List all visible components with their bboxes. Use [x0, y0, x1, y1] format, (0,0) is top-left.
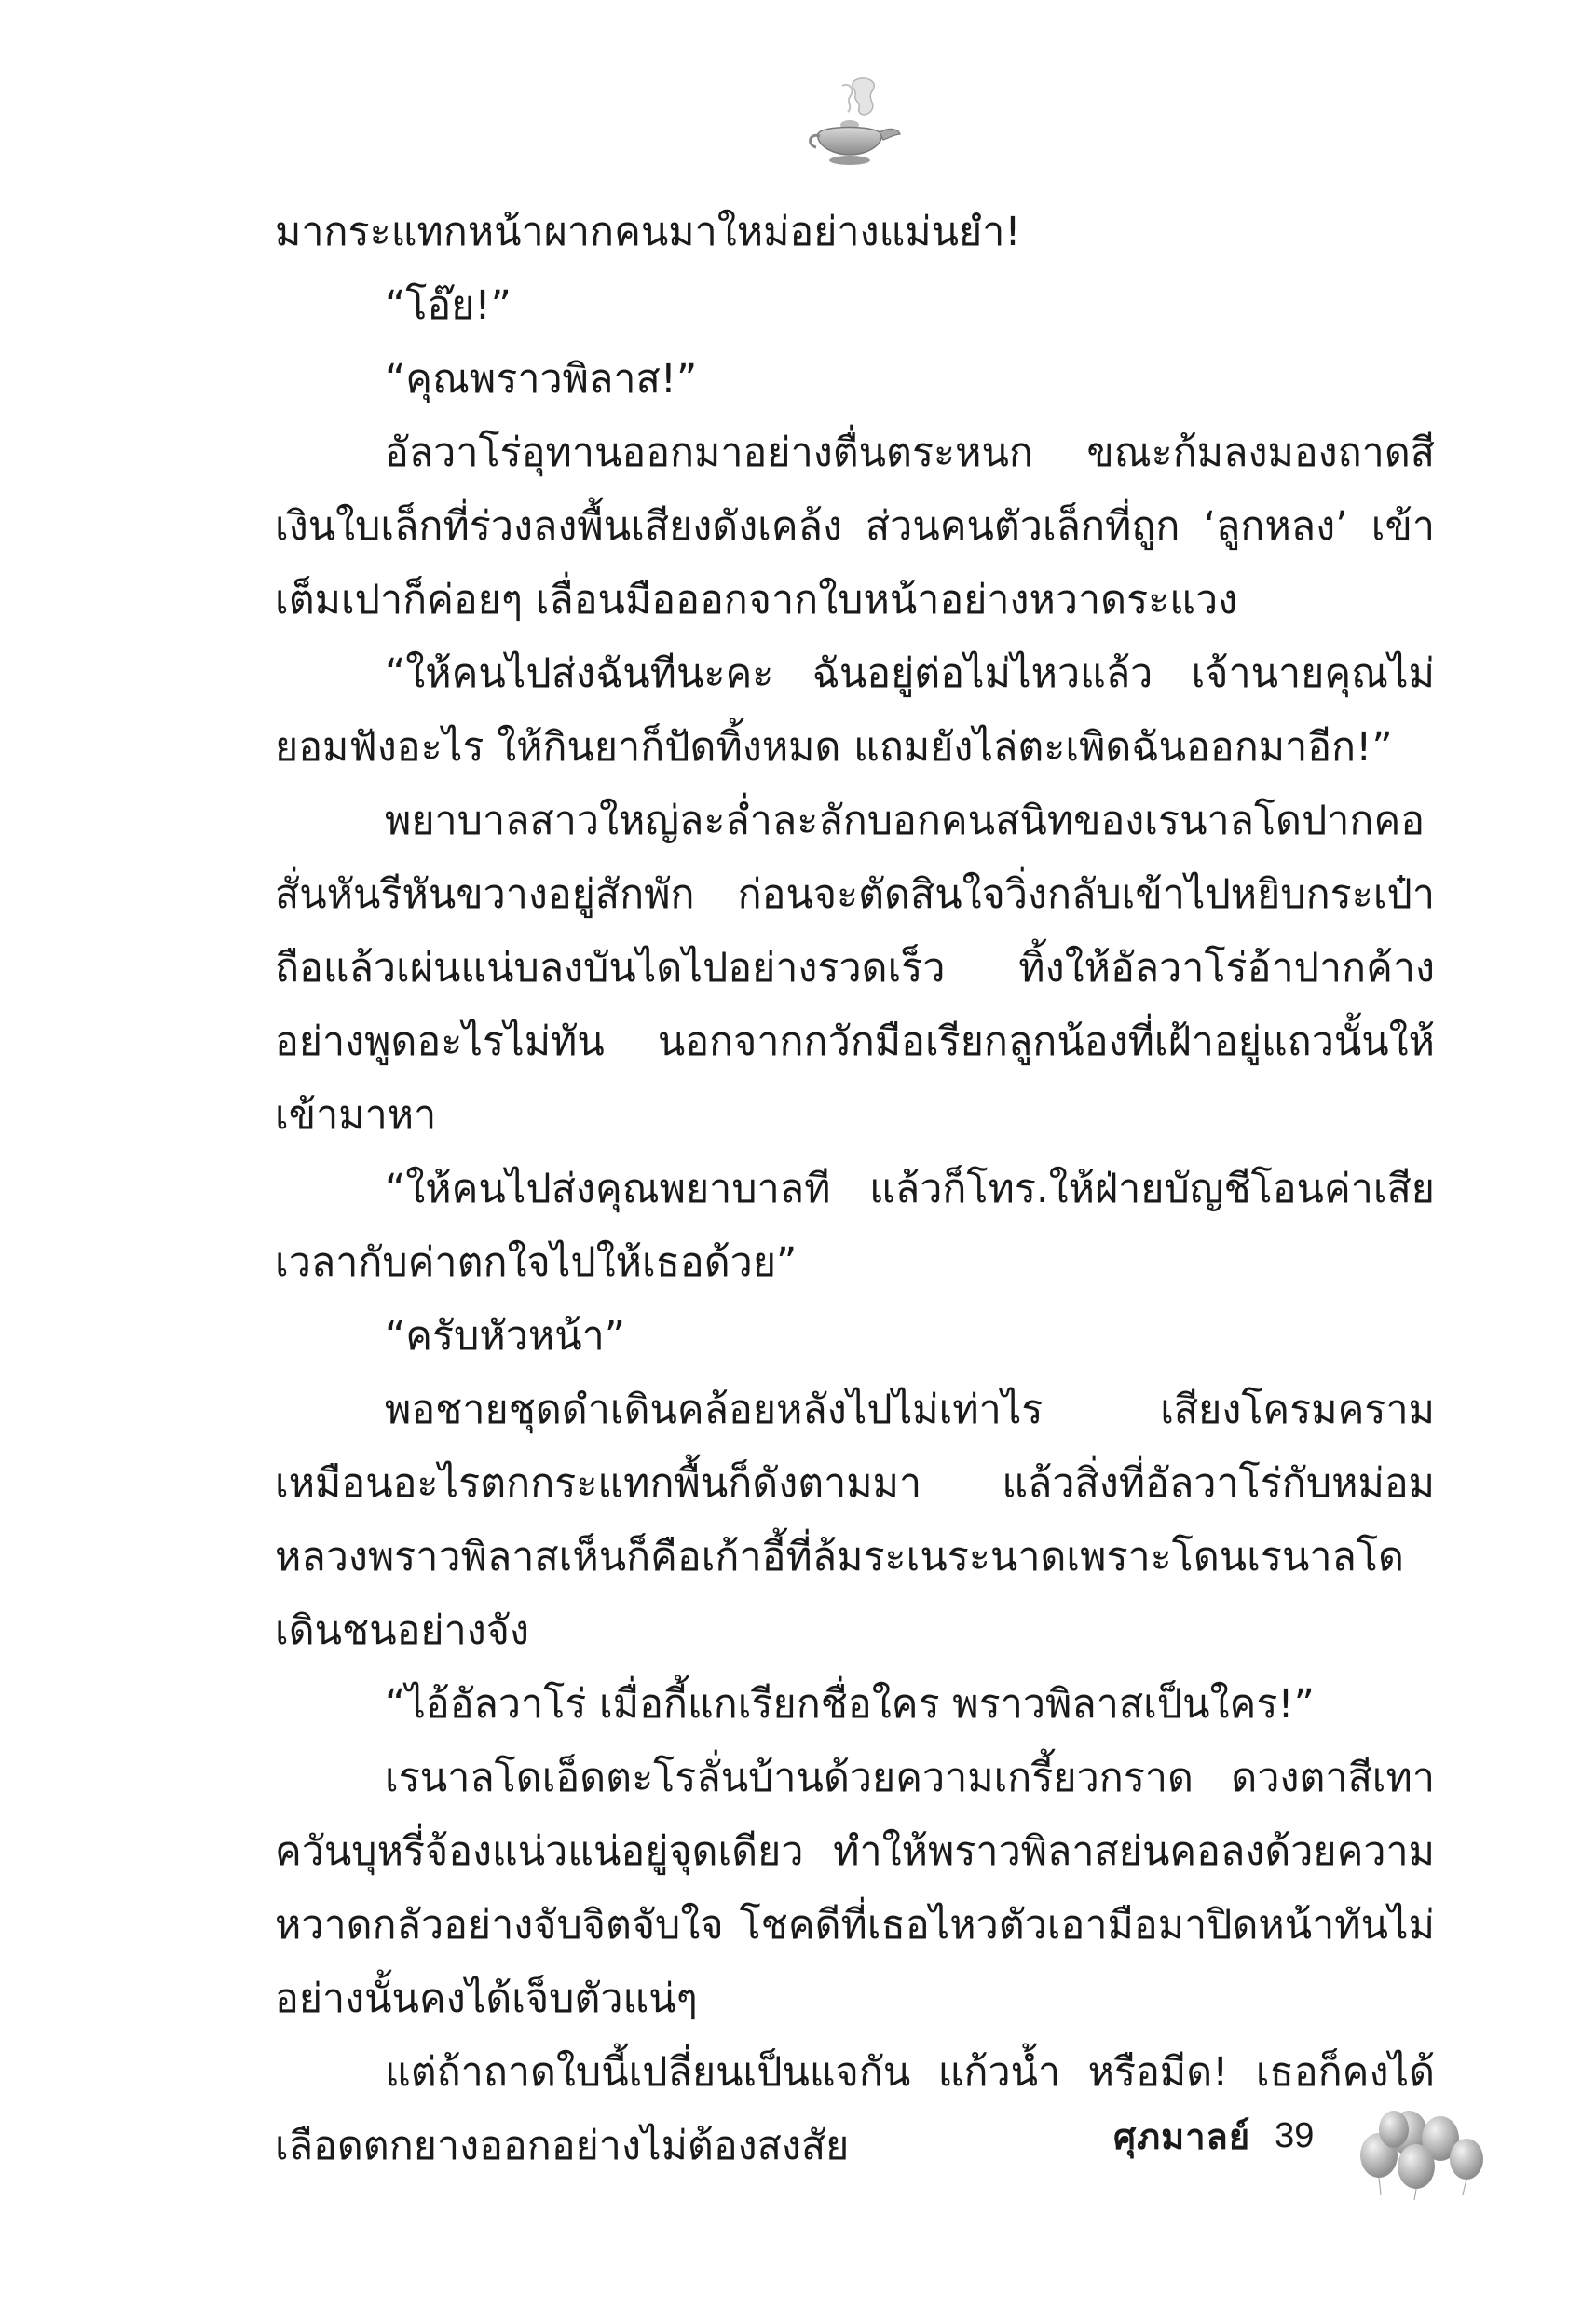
paragraph: แต่ถ้าถาดใบนี้เปลี่ยนเป็นแจกัน แก้วน้ำ หรือมีด! เธอก็คงได้เลือดตกยางออกอย่างไม่ต้องสงสัย [275, 2049, 1435, 2169]
paragraph: “ไอ้อัลวาโร่ เมื่อกี้แกเรียกชื่อใคร พราวพิลาสเป็นใคร!” [385, 1681, 1315, 1728]
balloons-icon [1351, 2101, 1491, 2204]
paragraph: เรนาลโดเอ็ดตะโรลั่นบ้านด้วยความเกรี้ยวกราด ดวงตาสีเทาควันบุหรี่จ้องแน่วแน่อยู่จุดเดียว ทำให้พราวพิลาสย่นคอลงด้วยความหวาดกลัวอย่างจับจิตจับใจ โชคดีที่เธอไหวตัวเอามือมาปิดหน้าทันไม่อย่างนั้นคงได้เจ็บตัวแน่ๆ [275, 1755, 1435, 2022]
paragraph: “คุณพราวพิลาส!” [385, 356, 698, 403]
magic-lamp-icon [801, 73, 904, 175]
paragraph: พยาบาลสาวใหญ่ละล่ำละลักบอกคนสนิทของเรนาลโดปากคอสั่นหันรีหันขวางอยู่สักพัก ก่อนจะตัดสินใจวิ่งกลับเข้าไปหยิบกระเป๋าถือแล้วเผ่นแน่บลงบันไดไปอย่างรวดเร็ว ทิ้งให้อัลวาโร่อ้าปากค้างอย่างพูดอะไรไม่ทัน นอกจากกวักมือเรียกลูกน้องที่เฝ้าอยู่แถวนั้นให้เข้ามาหา [275, 798, 1435, 1139]
paragraph: “โอ๊ย!” [385, 282, 512, 329]
page-footer [1113, 2108, 1314, 2164]
paragraph: “ให้คนไปส่งฉันทีนะคะ ฉันอยู่ต่อไม่ไหวแล้ว เจ้านายคุณไม่ยอมฟังอะไร ให้กินยาก็ปัดทิ้งหมด แถมยังไล่ตะเพิดฉันออกมาอีก!” [275, 650, 1435, 771]
page-number: 39 [1275, 2115, 1315, 2155]
paragraph: มากระแทกหน้าผากคนมาใหม่อย่างแม่นยำ! [275, 209, 1021, 255]
paragraph: “ให้คนไปส่งคุณพยาบาลที แล้วก็โทร.ให้ฝ่ายบัญชีโอนค่าเสียเวลากับค่าตกใจไปให้เธอด้วย” [275, 1166, 1435, 1286]
author-name: ศุภมาลย์ [1113, 2115, 1251, 2157]
paragraph: อัลวาโร่อุทานออกมาอย่างตื่นตระหนก ขณะก้มลงมองถาดสีเงินใบเล็กที่ร่วงลงพื้นเสียงดังเคล้ง ส่วนคนตัวเล็กที่ถูก ‘ลูกหลง’ เข้าเต็มเปาก็ค่อยๆ เลื่อนมือออกจากใบหน้าอย่างหวาดระแวง [275, 430, 1435, 623]
paragraph: พอชายชุดดำเดินคล้อยหลังไปไม่เท่าไร เสียงโครมครามเหมือนอะไรตกกระแทกพื้นก็ดังตามมา แล้วสิ่งที่อัลวาโร่กับหม่อมหลวงพราวพิลาสเห็นก็คือเก้าอี้ที่ล้มระเนระนาดเพราะโดนเรนาลโดเดินชนอย่างจัง [275, 1387, 1435, 1654]
paragraph: “ครับหัวหน้า” [385, 1313, 626, 1360]
story-text [275, 196, 1435, 2183]
